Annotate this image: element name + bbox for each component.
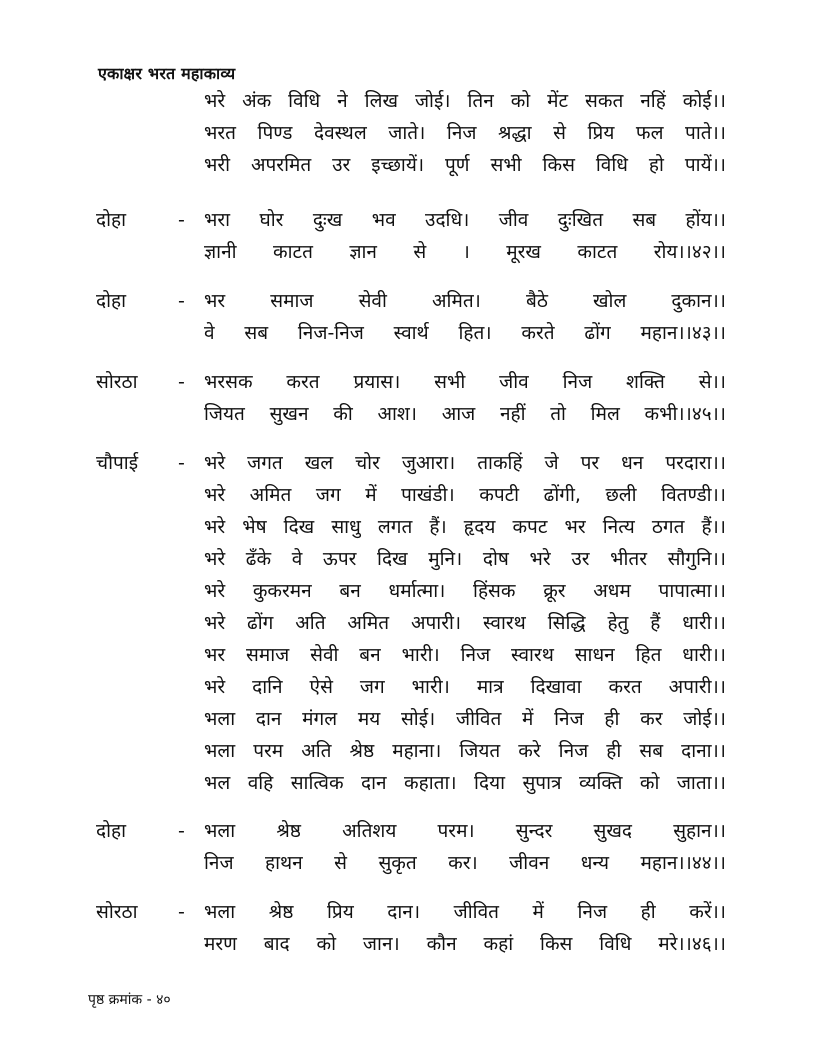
stanza-type-label: सोरठा (96, 901, 138, 923)
verse-line (96, 447, 726, 479)
stanza-soratha-45 (96, 366, 726, 430)
stanza-chaupai (96, 447, 726, 799)
verse-line (96, 366, 726, 398)
verse-line (96, 85, 726, 117)
verse-line (96, 236, 726, 268)
verse-text: भरा घोर दुःख भव उदधि। जीव दुःखित सब होंय।। (204, 209, 726, 231)
label-dash: - (178, 820, 185, 842)
verse-line (96, 703, 726, 735)
verse-text: भर समाज सेवी अमित। बैठे खोल दुकान।। (204, 290, 726, 312)
verse-text: भल वहि सात्विक दान कहाता। दिया सुपात्र व्यक्ति को जाता।। (204, 772, 726, 794)
label-dash: - (178, 209, 185, 231)
page-header-title: एकाक्षर भरत महाकाव्य (98, 64, 236, 83)
verse-line (96, 767, 726, 799)
verse-text: भला श्रेष्ठ अतिशय परम। सुन्दर सुखद सुहान।। (204, 820, 726, 842)
verse-text: वे सब निज-निज स्वार्थ हित। करते ढोंग महान।।४३।। (204, 322, 726, 344)
stanza-doha-43 (96, 285, 726, 349)
verse-text: भरे ढँके वे ऊपर दिख मुनि। दोष भरे उर भीतर सौगुनि।। (204, 548, 726, 570)
verse-text: भरे भेष दिख साधु लगत हैं। हृदय कपट भर नित्य ठगत हैं।। (204, 516, 726, 538)
verse-line (96, 639, 726, 671)
verse-text: भरे ढोंग अति अमित अपारी। स्वारथ सिद्धि हेतु हैं धारी।। (204, 612, 726, 634)
intro-verse-block (96, 85, 726, 181)
label-dash: - (178, 901, 185, 923)
stanza-type-label: दोहा (96, 820, 127, 842)
page-number-footer: पृष्ठ क्रमांक - ४० (88, 992, 171, 1008)
stanza-doha-42 (96, 204, 726, 268)
verse-line (96, 204, 726, 236)
verse-text: भरत पिण्ड देवस्थल जाते। निज श्रद्धा से प्रिय फल पाते।। (204, 122, 726, 144)
stanza-type-label: चौपाई (96, 452, 139, 474)
verse-text: भरे अंक विधि ने लिख जोई। तिन को मेंट सकत नहिं कोई।। (204, 90, 726, 112)
verse-line (96, 317, 726, 349)
verse-line (96, 575, 726, 607)
verse-line (96, 149, 726, 181)
verse-line (96, 398, 726, 430)
verse-text: ज्ञानी काटत ज्ञान से । मूरख काटत रोय।।४२।। (204, 241, 726, 263)
verse-line (96, 671, 726, 703)
verse-line (96, 117, 726, 149)
stanza-type-label: सोरठा (96, 371, 138, 393)
verse-text: भला परम अति श्रेष्ठ महाना। जियत करे निज ही सब दाना।। (204, 740, 726, 762)
verse-text: भर समाज सेवी बन भारी। निज स्वारथ साधन हित धारी।। (204, 644, 726, 666)
label-dash: - (178, 371, 185, 393)
verse-text: निज हाथन से सुकृत कर। जीवन धन्य महान।।४४।। (204, 852, 726, 874)
verse-line (96, 511, 726, 543)
verse-text: जियत सुखन की आश। आज नहीं तो मिल कभी।।४५।। (204, 403, 726, 425)
label-dash: - (178, 290, 185, 312)
verse-line (96, 607, 726, 639)
stanza-type-label: दोहा (96, 209, 127, 231)
verse-line (96, 479, 726, 511)
verse-text: भरसक करत प्रयास। सभी जीव निज शक्ति से।। (204, 371, 726, 393)
verse-text: भरे अमित जग में पाखंडी। कपटी ढोंगी, छली वितण्डी।। (204, 484, 726, 506)
verse-text: भरे दानि ऐसे जग भारी। मात्र दिखावा करत अपारी।। (204, 676, 726, 698)
verse-line (96, 735, 726, 767)
stanza-type-label: दोहा (96, 290, 127, 312)
stanza-soratha-46 (96, 896, 726, 960)
verse-text: भला दान मंगल मय सोई। जीवित में निज ही कर जोई।। (204, 708, 726, 730)
verse-line (96, 847, 726, 879)
verse-text: मरण बाद को जान। कौन कहां किस विधि मरे।।४६।। (204, 933, 726, 955)
label-dash: - (178, 452, 185, 474)
stanza-doha-44 (96, 815, 726, 879)
verse-text: भला श्रेष्ठ प्रिय दान। जीवित में निज ही करें।। (204, 901, 726, 923)
verse-line (96, 285, 726, 317)
verse-text: भरे जगत खल चोर जुआरा। ताकहिं जे पर धन परदारा।। (204, 452, 726, 474)
verse-text: भरी अपरमित उर इच्छायें। पूर्ण सभी किस विधि हो पायें।। (204, 154, 726, 176)
verse-line (96, 815, 726, 847)
verse-line (96, 896, 726, 928)
verse-line (96, 543, 726, 575)
verse-line (96, 928, 726, 960)
verse-text: भरे कुकरमन बन धर्मात्मा। हिंसक क्रूर अधम पापात्मा।। (204, 580, 726, 602)
